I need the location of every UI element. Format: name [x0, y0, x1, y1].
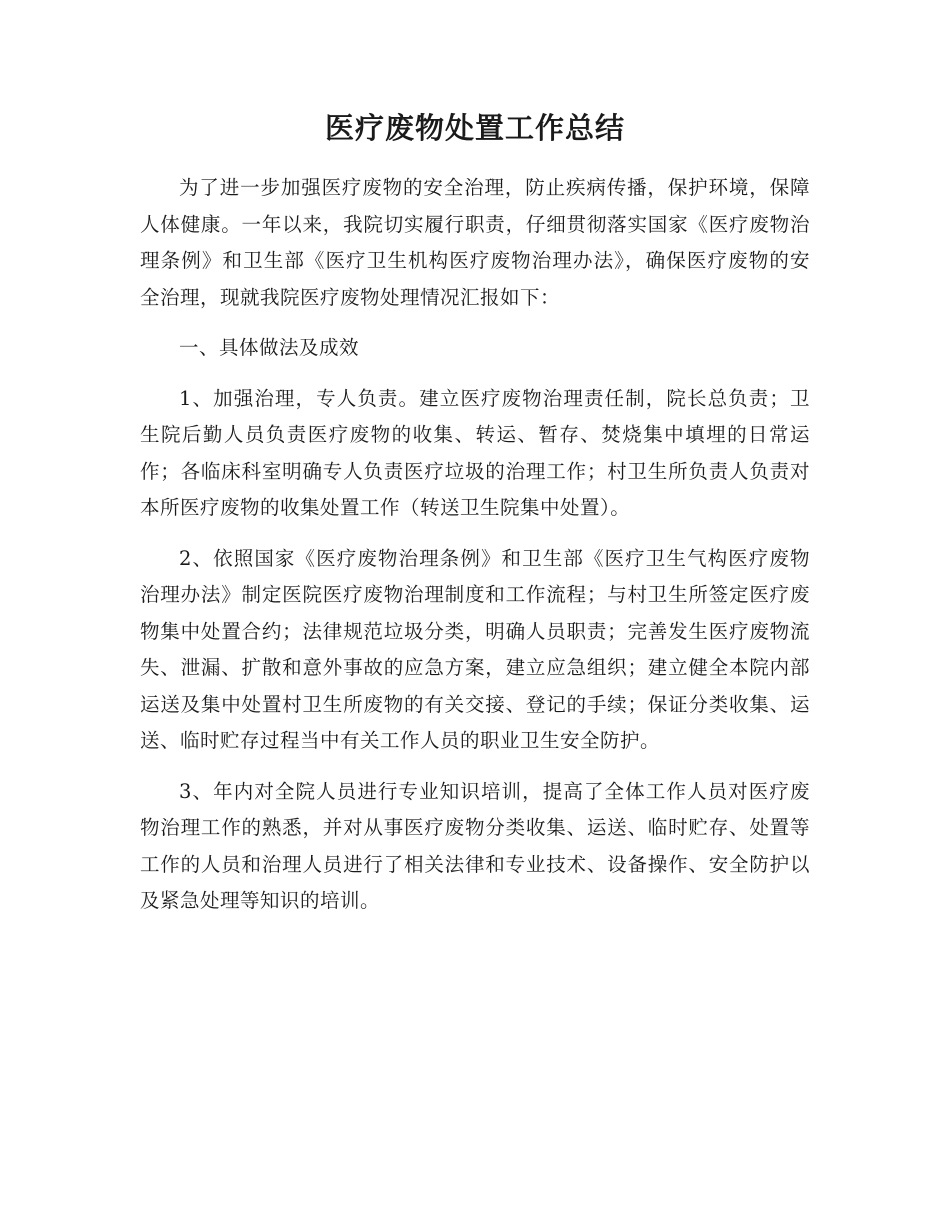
list-item: 3、年内对全院人员进行专业知识培训，提高了全体工作人员对医疗废物治理工作的熟悉，并对从事医疗废物分类收集、运送、临时贮存、处置等工作的人员和治理人员进行了相关法律和专业技术、设备操作、安全防护以及紧急处理等知识的培训。	[140, 779, 810, 912]
document-page	[140, 108, 810, 934]
document-title: 医疗废物处置工作总结	[324, 111, 625, 145]
list-item: 1、加强治理，专人负责。建立医疗废物治理责任制，院长总负责；卫生院后勤人员负责医疗废物的收集、转运、暂存、焚烧集中填埋的日常运作；各临床科室明确专人负责医疗垃圾的治理工作；村卫生所负责人负责对本所医疗废物的收集处置工作（转送卫生院集中处置）。	[140, 386, 810, 519]
section-heading: 一、具体做法及成效	[179, 336, 360, 359]
list-item: 2、依照国家《医疗废物治理条例》和卫生部《医疗卫生气构医疗废物治理办法》制定医院医疗废物治理制度和工作流程；与村卫生所签定医疗废物集中处置合约；法律规范垃圾分类，明确人员职责；完善发生医疗废物流失、泄漏、扩散和意外事故的应急方案，建立应急组织；建立健全本院内部运送及集中处置村卫生所废物的有关交接、登记的手续；保证分类收集、运送、临时贮存过程当中有关工作人员的职业卫生安全防护。	[140, 546, 810, 752]
intro-paragraph: 为了进一步加强医疗废物的安全治理，防止疾病传播，保护环境，保障人体健康。一年以来，我院切实履行职责，仔细贯彻落实国家《医疗废物治理条例》和卫生部《医疗卫生机构医疗废物治理办法》，确保医疗废物的安全治理，现就我院医疗废物处理情况汇报如下：	[140, 176, 810, 309]
